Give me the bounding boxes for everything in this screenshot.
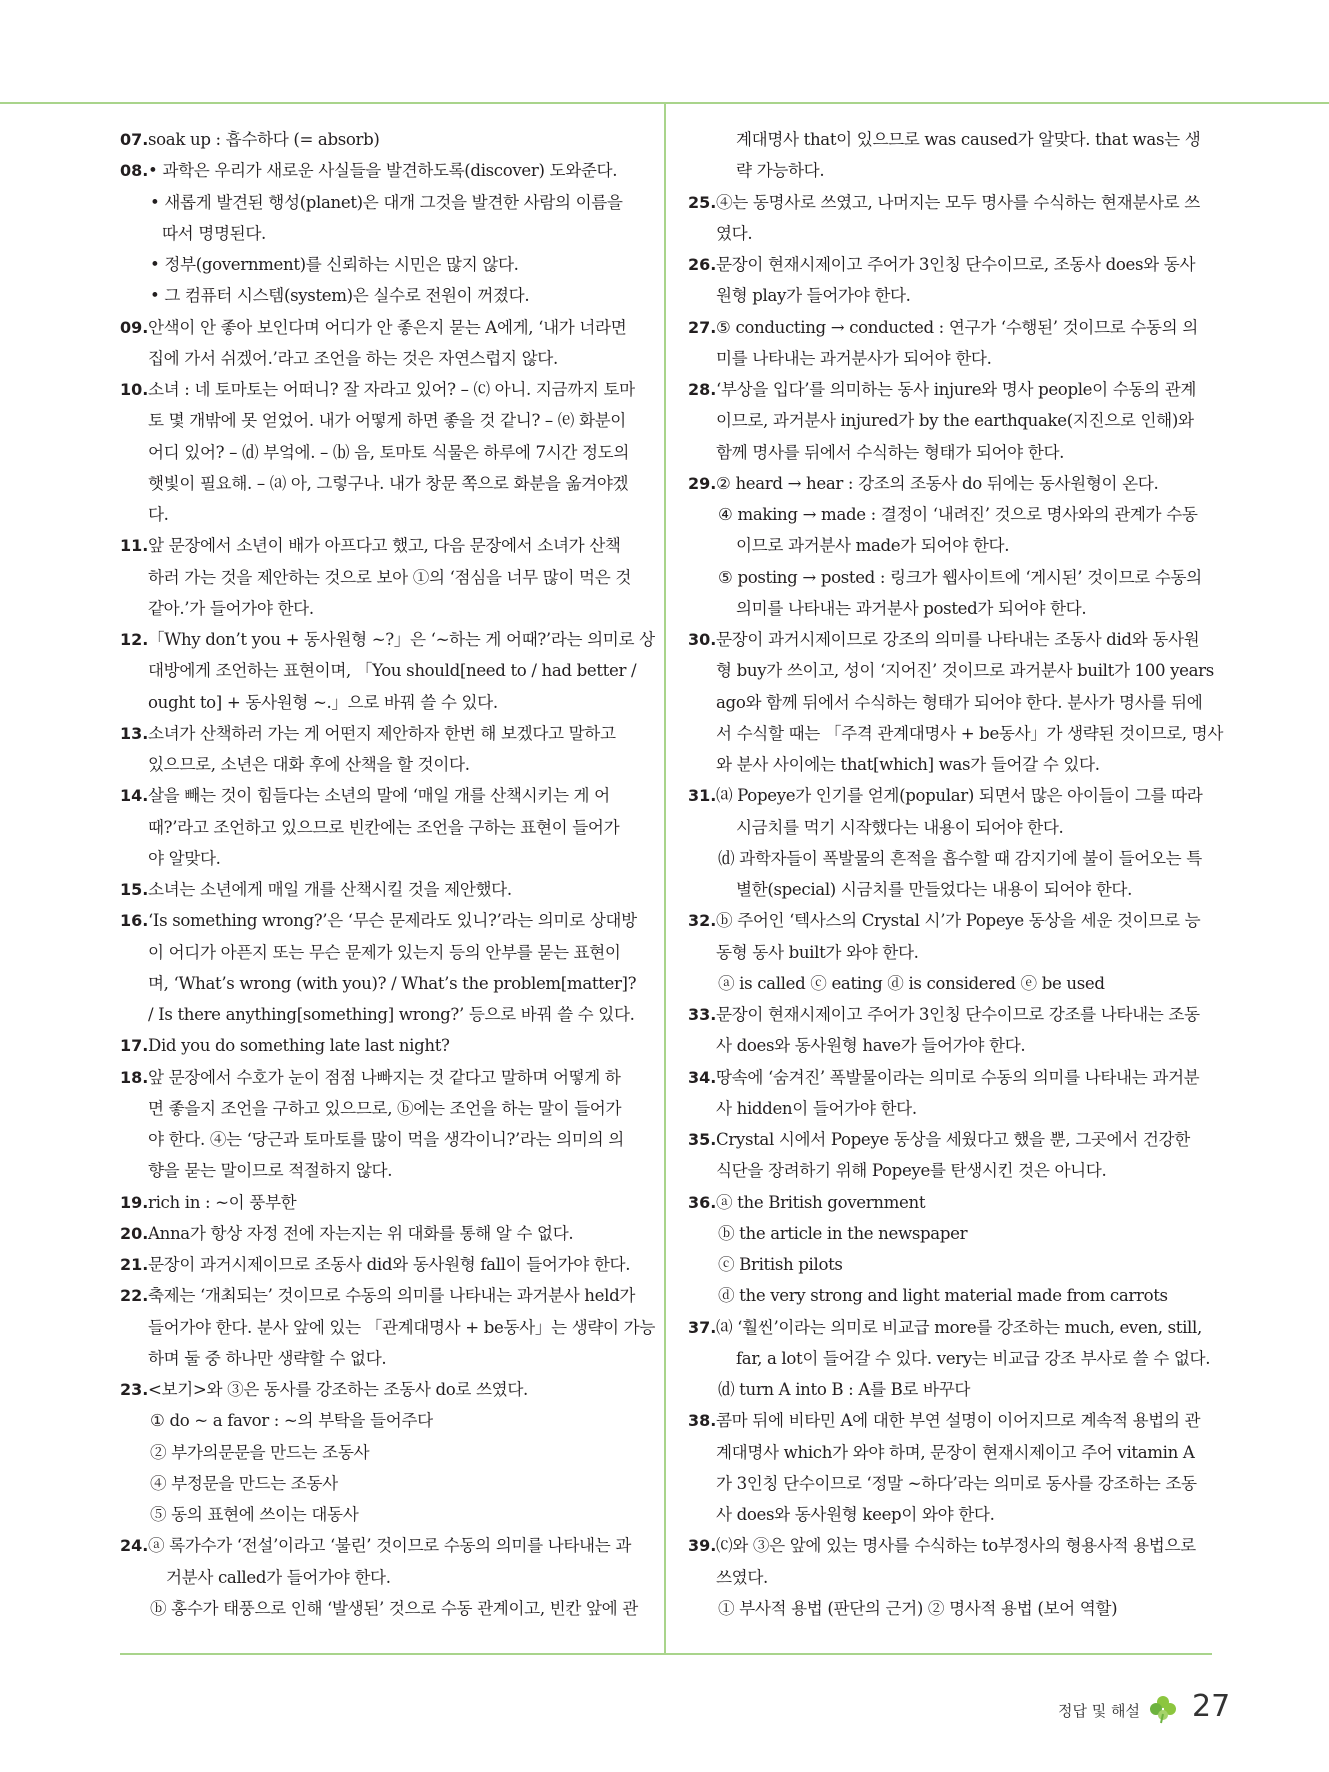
explanation-text: ① 부사적 용법 (판단의 근거) ② 명사적 용법 (보어 역할): [718, 1598, 1118, 1618]
explanation-text: ① do ~ a favor : ~의 부탁을 들어주다: [150, 1411, 433, 1431]
explanation-text: • 그 컴퓨터 시스템(system)은 실수로 전원이 꺼졌다.: [150, 286, 530, 306]
explanation-text: ⓑ the article in the newspaper: [718, 1223, 968, 1243]
answer-line: [120, 1093, 640, 1124]
answer-line: [120, 499, 640, 530]
answer-line: [688, 187, 1208, 218]
answer-line: [688, 1187, 1208, 1218]
answer-line: [120, 374, 640, 405]
answer-line: [688, 155, 1208, 186]
explanation-text: far, a lot이 들어갈 수 있다. very는 비교급 강조 부사로 쓸 수 없다.: [736, 1348, 1211, 1368]
explanation-text: 서 수식할 때는 「주격 관계대명사 + be동사」가 생략된 것이므로, 명사: [716, 723, 1224, 743]
explanation-text: ago와 함께 뒤에서 수식하는 형태가 되어야 한다. 분사가 명사를 뒤에: [716, 692, 1203, 712]
explanation-text: soak up : 흡수하다 (= absorb): [148, 130, 380, 149]
answer-line: [688, 374, 1208, 405]
answer-line: [688, 1530, 1208, 1561]
explanation-text: 동형 동사 built가 와야 한다.: [716, 942, 919, 962]
answer-line: [688, 249, 1208, 280]
explanation-text: 「Why don’t you + 동사원형 ~?」은 ‘~하는 게 어때?’라는 의미로 상: [148, 630, 655, 649]
answer-line: [120, 1187, 640, 1218]
answer-line: [688, 1280, 1208, 1311]
explanation-text: 며, ‘What’s wrong (with you)? / What’s the problem[matter]?: [148, 973, 637, 993]
question-number: 15.: [120, 880, 149, 899]
question-number: 19.: [120, 1192, 149, 1212]
question-number: 28.: [688, 380, 717, 399]
explanation-text: 축제는 ‘개최되는’ 것이므로 수동의 의미를 나타내는 과거분사 held가: [148, 1286, 636, 1306]
explanation-text: ⓐ is called ⓒ eating ⓓ is considered ⓔ be used: [718, 973, 1105, 993]
answer-line: [688, 1562, 1208, 1593]
explanation-text: 하러 가는 것을 제안하는 것으로 보아 ①의 ‘점심을 너무 많이 먹은 것: [148, 567, 632, 587]
answer-line: [688, 1312, 1208, 1343]
explanation-text: 이므로, 과거분사 injured가 by the earthquake(지진으로 인해)와: [716, 411, 1194, 431]
question-number: 30.: [688, 630, 717, 649]
answer-line: [688, 343, 1208, 374]
clover-icon: [1148, 1694, 1178, 1724]
answer-line: [688, 874, 1208, 905]
answer-line: [688, 468, 1208, 499]
explanation-text: 같아.’가 들어가야 한다.: [148, 598, 314, 618]
explanation-text: 문장이 과거시제이므로 강조의 의미를 나타내는 조동사 did와 동사원: [716, 630, 1200, 649]
question-number: 21.: [120, 1255, 149, 1274]
answer-line: [688, 624, 1208, 655]
answer-line: [120, 812, 640, 843]
explanation-text: 소녀는 소년에게 매일 개를 산책시킬 것을 제안했다.: [148, 880, 512, 899]
answer-line: [120, 280, 640, 311]
question-number: 36.: [688, 1192, 717, 1212]
explanation-text: ⓐ the British government: [716, 1192, 926, 1212]
answer-line: [688, 1468, 1208, 1499]
explanation-text: 앞 문장에서 수호가 눈이 점점 나빠지는 것 같다고 말하며 어떻게 하: [148, 1067, 621, 1087]
answer-line: [120, 968, 640, 999]
answer-line: [120, 437, 640, 468]
answer-line: [688, 937, 1208, 968]
explanation-text: Crystal 시에서 Popeye 동상을 세웠다고 했을 뿐, 그곳에서 건강한: [716, 1130, 1190, 1149]
question-number: 13.: [120, 723, 149, 743]
answer-line: [688, 1093, 1208, 1124]
answer-line: [688, 687, 1208, 718]
explanation-text: 문장이 현재시제이고 주어가 3인칭 단수이므로, 조동사 does와 동사: [716, 255, 1196, 274]
explanation-text: 소녀가 산책하러 가는 게 어떤지 제안하자 한번 해 보겠다고 말하고: [148, 723, 616, 743]
explanation-text: ⓑ 주어인 ‘텍사스의 Crystal 시’가 Popeye 동상을 세운 것이므로 능: [716, 911, 1201, 931]
explanation-text: 향을 묻는 말이므로 적절하지 않다.: [148, 1161, 393, 1181]
question-number: 38.: [688, 1411, 717, 1431]
answer-line: [120, 124, 640, 155]
explanation-text: ② heard → hear : 강조의 조동사 do 뒤에는 동사원형이 온다.: [716, 473, 1159, 493]
answer-line: [688, 1343, 1211, 1374]
answer-line: [120, 843, 640, 874]
explanation-text: 별한(special) 시금치를 만들었다는 내용이 되어야 한다.: [736, 880, 1133, 899]
explanation-text: ⑤ conducting → conducted : 연구가 ‘수행된’ 것이므로 수동의 의: [716, 317, 1198, 337]
answer-line: [120, 1468, 640, 1499]
answer-line: [688, 593, 1208, 624]
answer-line: [120, 1593, 640, 1624]
explanation-text: 하며 둘 중 하나만 생략할 수 없다.: [148, 1348, 387, 1368]
answer-line: [120, 187, 640, 218]
explanation-text: 소녀 : 네 토마토는 어떠니? 잘 자라고 있어? – ⒞ 아니. 지금까지 토마: [148, 380, 635, 399]
explanation-text: 이므로 과거분사 made가 되어야 한다.: [736, 536, 1010, 556]
explanation-text: 집에 가서 쉬겠어.’라고 조언을 하는 것은 자연스럽지 않다.: [148, 348, 558, 368]
explanation-text: • 정부(government)를 신뢰하는 시민은 많지 않다.: [150, 255, 519, 274]
footer-label: 정답 및 해설: [1058, 1702, 1140, 1720]
column-divider: [664, 104, 666, 1654]
explanation-text: 가 3인칭 단수이므로 ‘정말 ~하다’라는 의미로 동사를 강조하는 조동: [716, 1473, 1197, 1493]
question-number: 31.: [688, 786, 717, 806]
explanation-text: 야 한다. ④는 ‘당근과 토마토를 많이 먹을 생각이니?’라는 의미의 의: [148, 1130, 624, 1149]
question-number: 08.: [120, 161, 149, 181]
explanation-text: 이 어디가 아픈지 또는 무슨 문제가 있는지 등의 안부를 묻는 표현이: [148, 942, 621, 962]
question-number: 29.: [688, 473, 717, 493]
question-number: 25.: [688, 192, 717, 212]
answer-line: [688, 968, 1208, 999]
question-number: 17.: [120, 1036, 149, 1056]
explanation-text: 와 분사 사이에는 that[which] was가 들어갈 수 있다.: [716, 755, 1100, 774]
answer-line: [688, 655, 1214, 686]
answer-line: [688, 999, 1208, 1030]
explanation-text: Did you do something late last night?: [148, 1036, 450, 1056]
answer-line: [688, 218, 1208, 249]
explanation-text: 의미를 나타내는 과거분사 posted가 되어야 한다.: [736, 598, 1087, 618]
answer-line: [120, 1155, 640, 1186]
question-number: 07.: [120, 130, 149, 149]
explanation-text: 식단을 장려하기 위해 Popeye를 탄생시킨 것은 아니다.: [716, 1161, 1107, 1181]
answer-line: [120, 1030, 640, 1061]
answer-line: [688, 280, 1208, 311]
answer-line: [688, 1124, 1208, 1155]
explanation-text: 안색이 안 좋아 보인다며 어디가 안 좋은지 묻는 A에게, ‘내가 너라면: [148, 317, 627, 337]
answer-line: [120, 405, 640, 436]
answer-line: [688, 1030, 1208, 1061]
explanation-text: ② 부가의문문을 만드는 조동사: [150, 1442, 370, 1462]
answer-line: [688, 1405, 1208, 1436]
answer-line: [688, 905, 1208, 936]
explanation-text: ⑤ posting → posted : 링크가 웹사이트에 ‘게시된’ 것이므로 수동의: [718, 567, 1202, 587]
question-number: 35.: [688, 1130, 717, 1149]
question-number: 39.: [688, 1536, 717, 1556]
explanation-text: rich in : ~이 풍부한: [148, 1192, 297, 1212]
bottom-rule: [120, 1653, 1212, 1655]
left-column: [120, 124, 656, 1624]
answer-line: [120, 1405, 640, 1436]
explanation-text: 미를 나타내는 과거분사가 되어야 한다.: [716, 348, 992, 368]
question-number: 37.: [688, 1317, 717, 1337]
explanation-text: 문장이 과거시제이므로 조동사 did와 동사원형 fall이 들어가야 한다.: [148, 1255, 631, 1274]
explanation-text: 거분사 called가 들어가야 한다.: [166, 1567, 391, 1587]
explanation-text: ⒞와 ③은 앞에 있는 명사를 수식하는 to부정사의 형용사적 용법으로: [716, 1536, 1196, 1556]
answer-line: [120, 1374, 640, 1405]
answer-line: [120, 1343, 640, 1374]
answer-line: [120, 1530, 640, 1561]
answer-line: [120, 155, 640, 186]
answer-line: [120, 905, 640, 936]
answer-line: [120, 624, 655, 655]
explanation-text: 살을 빼는 것이 힘들다는 소년의 말에 ‘매일 개를 산책시키는 게 어: [148, 786, 610, 806]
answer-line: [688, 1249, 1208, 1280]
explanation-text: • 새롭게 발견된 행성(planet)은 대개 그것을 발견한 사람의 이름을: [150, 192, 623, 212]
explanation-text: / Is there anything[something] wrong?’ 등으로 바꿔 쓸 수 있다.: [148, 1005, 635, 1024]
question-number: 34.: [688, 1067, 717, 1087]
answer-line: [688, 1593, 1208, 1624]
answer-line: [120, 593, 640, 624]
question-number: 14.: [120, 786, 149, 806]
explanation-text: 콤마 뒤에 비타민 A에 대한 부연 설명이 이어지므로 계속적 용법의 관: [716, 1411, 1201, 1431]
explanation-text: 햇빛이 필요해. – ⒜ 아, 그렇구나. 내가 창문 쪽으로 화분을 옮겨야겠: [148, 473, 629, 493]
answer-line: [120, 1312, 656, 1343]
answer-line: [120, 687, 640, 718]
explanation-text: 계대명사 which가 와야 하며, 문장이 현재시제이고 주어 vitamin A: [716, 1442, 1195, 1462]
explanation-text: 였다.: [716, 223, 753, 243]
answer-line: [120, 1280, 640, 1311]
explanation-text: • 과학은 우리가 새로운 사실들을 발견하도록(discover) 도와준다.: [148, 161, 618, 181]
explanation-text: ⓒ British pilots: [718, 1255, 843, 1274]
answer-line: [120, 655, 640, 686]
question-number: 10.: [120, 380, 149, 399]
answer-line: [120, 999, 640, 1030]
answer-line: [120, 1499, 640, 1530]
question-number: 32.: [688, 911, 717, 931]
explanation-text: ⓐ 록가수가 ‘전설’이라고 ‘불린’ 것이므로 수동의 의미를 나타내는 과: [148, 1536, 632, 1556]
answer-line: [120, 749, 640, 780]
question-number: 23.: [120, 1380, 149, 1399]
question-number: 11.: [120, 536, 149, 556]
answer-line: [120, 1249, 640, 1280]
question-number: 22.: [120, 1286, 149, 1306]
question-number: 33.: [688, 1005, 717, 1024]
explanation-text: ④는 동명사로 쓰였고, 나머지는 모두 명사를 수식하는 현재분사로 쓰: [716, 192, 1200, 212]
explanation-text: ④ making → made : 결정이 ‘내려진’ 것으로 명사와의 관계가 수동: [718, 505, 1198, 524]
explanation-text: 시금치를 먹기 시작했다는 내용이 되어야 한다.: [736, 817, 1064, 837]
answer-line: [688, 1062, 1208, 1093]
explanation-text: 대방에게 조언하는 표현이며, 「You should[need to / had better /: [148, 661, 637, 681]
explanation-text: <보기>와 ③은 동사를 강조하는 조동사 do로 쓰였다.: [148, 1380, 528, 1399]
explanation-text: 따서 명명된다.: [162, 223, 266, 243]
answer-line: [688, 1155, 1208, 1186]
explanation-text: 있으므로, 소년은 대화 후에 산책을 할 것이다.: [148, 755, 470, 774]
answer-line: [120, 312, 640, 343]
page-number: 27: [1192, 1689, 1231, 1724]
answer-line: [120, 343, 640, 374]
answer-line: [120, 874, 640, 905]
explanation-text: 앞 문장에서 소년이 배가 아프다고 했고, 다음 문장에서 소녀가 산책: [148, 536, 621, 556]
explanation-text: ⓓ the very strong and light material made from carrots: [718, 1286, 1168, 1306]
answer-line: [688, 780, 1208, 811]
answer-line: [688, 1374, 1208, 1405]
explanation-text: 들어가야 한다. 분사 앞에 있는 「관계대명사 + be동사」는 생략이 가능: [148, 1317, 656, 1337]
explanation-text: ⒟ turn A into B : A를 B로 바꾸다: [718, 1380, 971, 1399]
answer-line: [120, 780, 640, 811]
explanation-text: ⓑ 홍수가 태풍으로 인해 ‘발생된’ 것으로 수동 관계이고, 빈칸 앞에 관: [150, 1598, 638, 1618]
question-number: 24.: [120, 1536, 149, 1556]
answer-line: [688, 499, 1208, 530]
question-number: 09.: [120, 317, 149, 337]
answer-line: [688, 437, 1208, 468]
question-number: 18.: [120, 1067, 149, 1087]
explanation-text: Anna가 항상 자정 전에 자는지는 위 대화를 통해 알 수 없다.: [148, 1223, 574, 1243]
question-number: 20.: [120, 1223, 149, 1243]
answer-line: [120, 530, 640, 561]
explanation-text: 면 좋을지 조언을 구하고 있으므로, ⓑ에는 조언을 하는 말이 들어가: [148, 1098, 622, 1118]
answer-line: [120, 562, 640, 593]
explanation-text: 문장이 현재시제이고 주어가 3인칭 단수이므로 강조를 나타내는 조동: [716, 1005, 1200, 1024]
answer-line: [688, 1437, 1208, 1468]
answer-line: [688, 718, 1224, 749]
answer-line: [120, 1062, 640, 1093]
answer-line: [688, 530, 1208, 561]
explanation-text: ⒟ 과학자들이 폭발물의 흔적을 흡수할 때 감지기에 불이 들어오는 특: [718, 848, 1202, 868]
explanation-text: 어디 있어? – ⒟ 부엌에. – ⒝ 음, 토마토 식물은 하루에 7시간 정도의: [148, 442, 630, 462]
explanation-text: 사 hidden이 들어가야 한다.: [716, 1098, 917, 1118]
explanation-text: 땅속에 ‘숨겨진’ 폭발물이라는 의미로 수동의 의미를 나타내는 과거분: [716, 1067, 1200, 1087]
answer-line: [688, 843, 1208, 874]
answer-line: [688, 749, 1208, 780]
explanation-text: 토 몇 개밖에 못 얻었어. 내가 어떻게 하면 좋을 것 같니? – ⒠ 화분이: [148, 411, 626, 431]
answer-line: [688, 812, 1208, 843]
answer-line: [120, 218, 640, 249]
explanation-text: ought to] + 동사원형 ~.」으로 바꿔 쓸 수 있다.: [148, 692, 498, 712]
answer-line: [688, 405, 1208, 436]
right-column: [688, 124, 1224, 1624]
answer-line: [688, 1499, 1208, 1530]
answer-line: [120, 1218, 640, 1249]
answer-line: [120, 1124, 640, 1155]
explanation-text: 때?’라고 조언하고 있으므로 빈칸에는 조언을 구하는 표현이 들어가: [148, 817, 620, 837]
answer-line: [120, 249, 640, 280]
answer-line: [120, 937, 640, 968]
answer-line: [120, 1437, 640, 1468]
answer-line: [688, 1218, 1208, 1249]
answer-line: [120, 468, 640, 499]
question-number: 26.: [688, 255, 717, 274]
explanation-text: 사 does와 동사원형 have가 들어가야 한다.: [716, 1036, 1026, 1056]
answer-line: [120, 1562, 640, 1593]
explanation-text: ⒜ ‘훨씬’이라는 의미로 비교급 more를 강조하는 much, even, still,: [716, 1317, 1202, 1337]
explanation-text: 다.: [148, 505, 169, 524]
explanation-text: 략 가능하다.: [736, 161, 825, 181]
explanation-text: 형 buy가 쓰이고, 성이 ‘지어진’ 것이므로 과거분사 built가 100 years: [716, 661, 1214, 681]
answer-line: [688, 124, 1208, 155]
explanation-text: ‘Is something wrong?’은 ‘무슨 문제라도 있니?’라는 의미로 상대방: [148, 911, 637, 931]
explanation-text: 함께 명사를 뒤에서 수식하는 형태가 되어야 한다.: [716, 442, 1065, 462]
explanation-text: ⒜ Popeye가 인기를 얻게(popular) 되면서 많은 아이들이 그를 따라: [716, 786, 1203, 806]
explanation-text: ‘부상을 입다’를 의미하는 동사 injure와 명사 people이 수동의 관계: [716, 380, 1197, 399]
answer-line: [688, 562, 1208, 593]
explanation-text: 계대명사 that이 있으므로 was caused가 알맞다. that was는 생: [736, 130, 1201, 149]
answer-line: [688, 312, 1208, 343]
explanation-text: 사 does와 동사원형 keep이 와야 한다.: [716, 1505, 995, 1524]
explanation-text: 야 알맞다.: [148, 848, 221, 868]
question-number: 16.: [120, 911, 149, 931]
explanation-text: ⑤ 동의 표현에 쓰이는 대동사: [150, 1505, 359, 1524]
explanation-text: ④ 부정문을 만드는 조동사: [150, 1473, 338, 1493]
question-number: 12.: [120, 630, 149, 649]
answer-line: [120, 718, 640, 749]
question-number: 27.: [688, 317, 717, 337]
explanation-text: 쓰였다.: [716, 1567, 768, 1587]
explanation-text: 원형 play가 들어가야 한다.: [716, 286, 911, 306]
